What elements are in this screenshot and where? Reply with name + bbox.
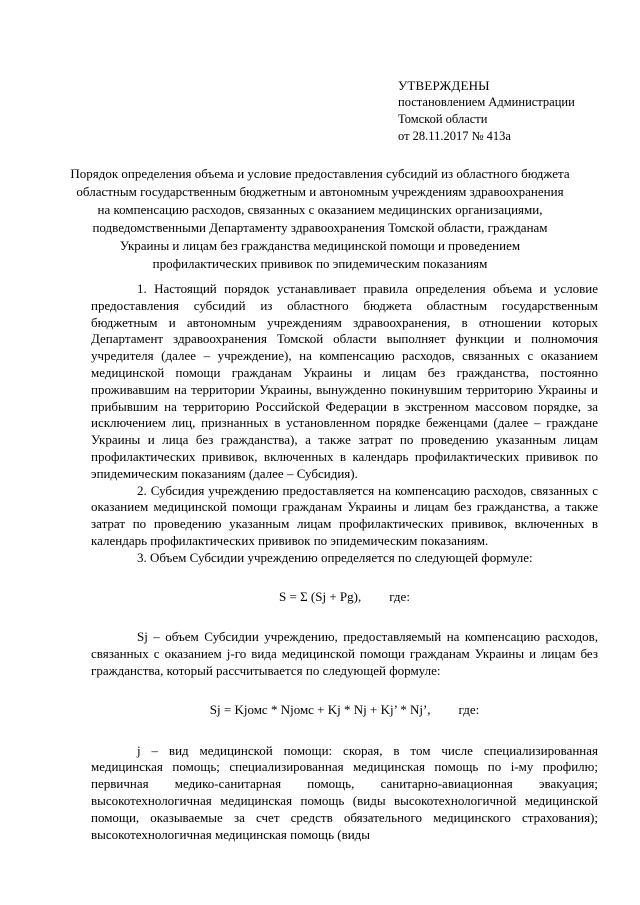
paragraph-1: 1. Настоящий порядок устанавливает правила определения объема и условие предоставления субсидий из областного бюджета областным государственным бюджетным и автономным учреждениям здравоохранения, в отношении которых Департамент здравоохранения Томской области выполняет функции и полномочия учредителя (далее – учреждение), на компенсацию расходов, связанных с оказанием медицинской помощи гражданам Украины и лицам без гражданства, постоянно проживавшим на территории Украины, вынужденно покинувшим территорию Украины и прибывшим на территорию Российской Федерации в экстренном массовом порядке, за исключением лиц, признанных в установленном порядке беженцами (далее – граждане Украины и лица без гражданства), а также затрат по проведению указанным лицам профилактических прививок, включенных в календарь профилактических прививок по эпидемическим показаниям (далее – Субсидия).: [91, 281, 598, 481]
paragraph-4: Sj – объем Субсидии учреждению, предоставляемый на компенсацию расходов, связанных с оказанием j-го вида медицинской помощи гражданам Украины и лицам без гражданства, который рассчитывается по следующей формуле:: [91, 629, 598, 678]
document-title: Порядок определения объема и условие предоставления субсидий из областного бюджета областным государственным бюджетным и автономным учреждениям здравоохранения на компенсацию расходов, связанных с оказанием медицинских организациями, подведомственными Департаменту здравоохранения Томской области, гражданам Украины и лицам без гражданства медицинской помощи и проведением профилактических прививок по эпидемическим показаниям: [70, 166, 570, 271]
approval-line-2: Томской области: [398, 112, 488, 126]
paragraph-5: j – вид медицинской помощи: скорая, в том числе специализированная медицинская помощь; специализированная медицинская помощь по i-му профилю; первичная медико-санитарная помощь, санитарно-авиационная эвакуация; высокотехнологичная медицинская помощь (виды высокотехнологичной медицинской помощи, оказываемые за счет средств обязательного медицинского страхования); высокотехнологичная медицинская помощь (виды: [91, 742, 598, 842]
formula-total-expression: S = Σ (Sj + Pg),: [279, 588, 362, 604]
paragraph-2: 2. Субсидия учреждению предоставляется на компенсацию расходов, связанных с оказанием медицинской помощи гражданам Украины и лицам без гражданства, а также затрат по проведению указанным лицам профилактических прививок, включенных в календарь профилактических прививок по эпидемическим показаниям.: [91, 482, 598, 548]
approval-heading: УТВЕРЖДЕНЫ: [398, 78, 490, 93]
approval-stamp: [398, 77, 628, 145]
formula-sj: [91, 702, 598, 719]
formula-sj-where: где:: [458, 701, 480, 717]
formula-total-where: где:: [389, 588, 410, 604]
approval-line-3: от 28.11.2017 № 413а: [398, 129, 511, 143]
approval-line-1: постановлением Администрации: [398, 95, 575, 109]
paragraph-3: 3. Объем Субсидии учреждению определяется по следующей формуле:: [137, 549, 533, 565]
formula-total-subsidy: [91, 589, 598, 606]
formula-sj-expression: Sj = Kjомс * Njомс + Kj * Nj + Kj’ * Nj’,: [209, 701, 431, 717]
document-body: [91, 281, 598, 843]
